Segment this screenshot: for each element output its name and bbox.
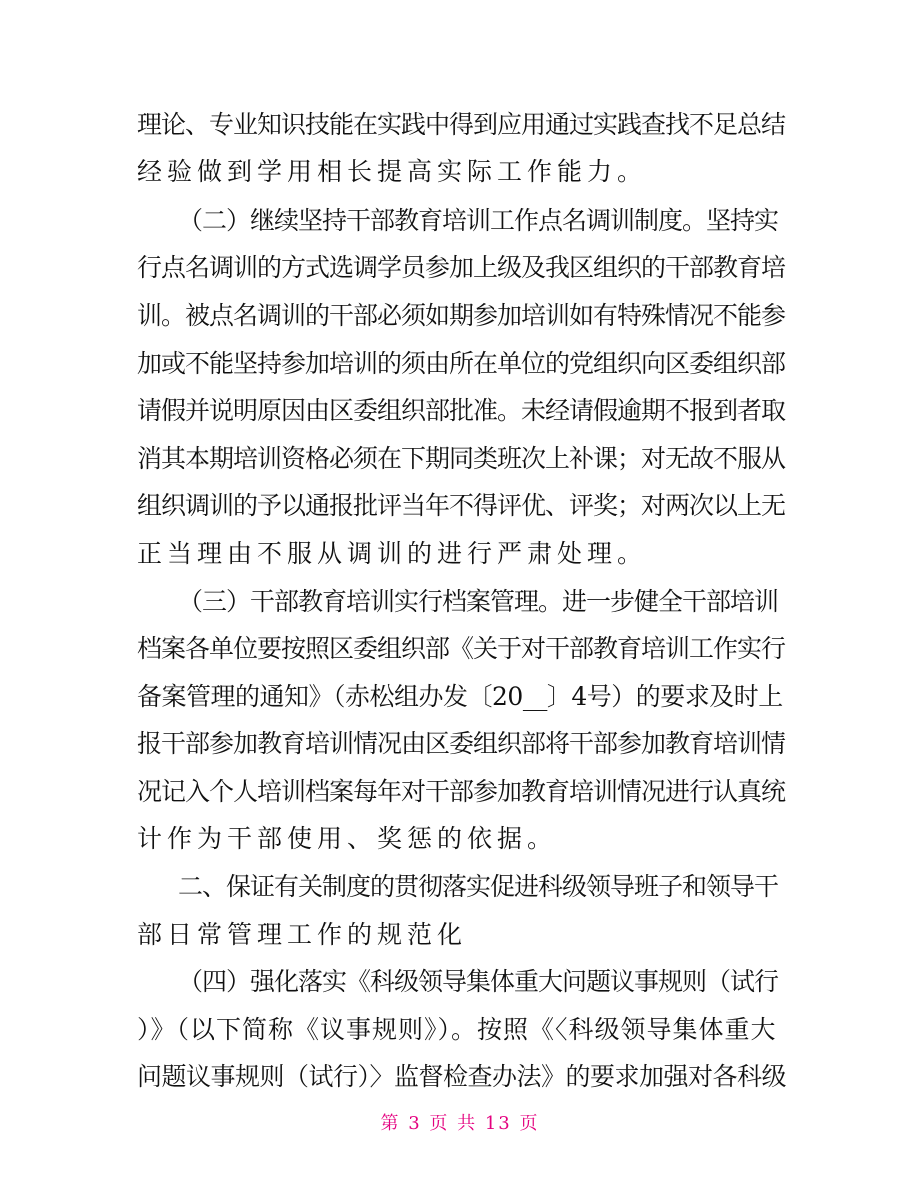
paragraph-line: （二）继续坚持干部教育培训工作点名调训制度。坚持实: [178, 206, 779, 235]
paragraph-line: 组织调训的予以通报批评当年不得评优、评奖；对两次以上无: [137, 491, 786, 520]
paragraph-line: 训。被点名调训的干部必须如期参加培训如有特殊情况不能参: [137, 301, 786, 330]
section-heading-line: 二、保证有关制度的贯彻落实促进科级领导班子和领导干: [178, 872, 779, 901]
paragraph-line: 档案各单位要按照区委组织部《关于对干部教育培训工作实行: [137, 634, 786, 663]
paragraph-line: 况记入个人培训档案每年对干部参加教育培训情况进行认真统: [137, 777, 786, 806]
page-number-footer: 第 3 页 共 13 页: [380, 1113, 540, 1134]
paragraph-line: ）》（以下简称《议事规则》）。按照《〈科级领导集体重大: [137, 1015, 777, 1044]
paragraph-line: 计作为干部使用、奖惩的依据。: [137, 824, 558, 853]
paragraph-line: 消其本期培训资格必须在下期同类班次上补课；对无故不服从: [137, 444, 786, 473]
paragraph-line: （四）强化落实《科级领导集体重大问题议事规则（试行: [178, 967, 779, 996]
paragraph-line: 备案管理的通知》（赤松组办发〔20__〕4号）的要求及时上: [137, 682, 783, 711]
paragraph-line: 行点名调训的方式选调学员参加上级及我区组织的干部教育培: [137, 253, 786, 282]
paragraph-line: （三）干部教育培训实行档案管理。进一步健全干部培训: [178, 587, 779, 616]
paragraph-line: 正当理由不服从调训的进行严肃处理。: [137, 539, 648, 568]
paragraph-line: 报干部参加教育培训情况由区委组织部将干部参加教育培训情: [137, 729, 786, 758]
paragraph-line: 加或不能坚持参加培训的须由所在单位的党组织向区委组织部: [137, 349, 786, 378]
paragraph-line: 经验做到学用相长提高实际工作能力。: [137, 157, 648, 186]
section-heading-line: 部日常管理工作的规范化: [137, 920, 468, 949]
paragraph-line: 请假并说明原因由区委组织部批准。未经请假逾期不报到者取: [137, 396, 786, 425]
paragraph-line: 问题议事规则（试行）〉监督检查办法》的要求加强对各科级: [137, 1062, 787, 1091]
paragraph-line: 理论、专业知识技能在实践中得到应用通过实践查找不足总结: [137, 110, 786, 139]
